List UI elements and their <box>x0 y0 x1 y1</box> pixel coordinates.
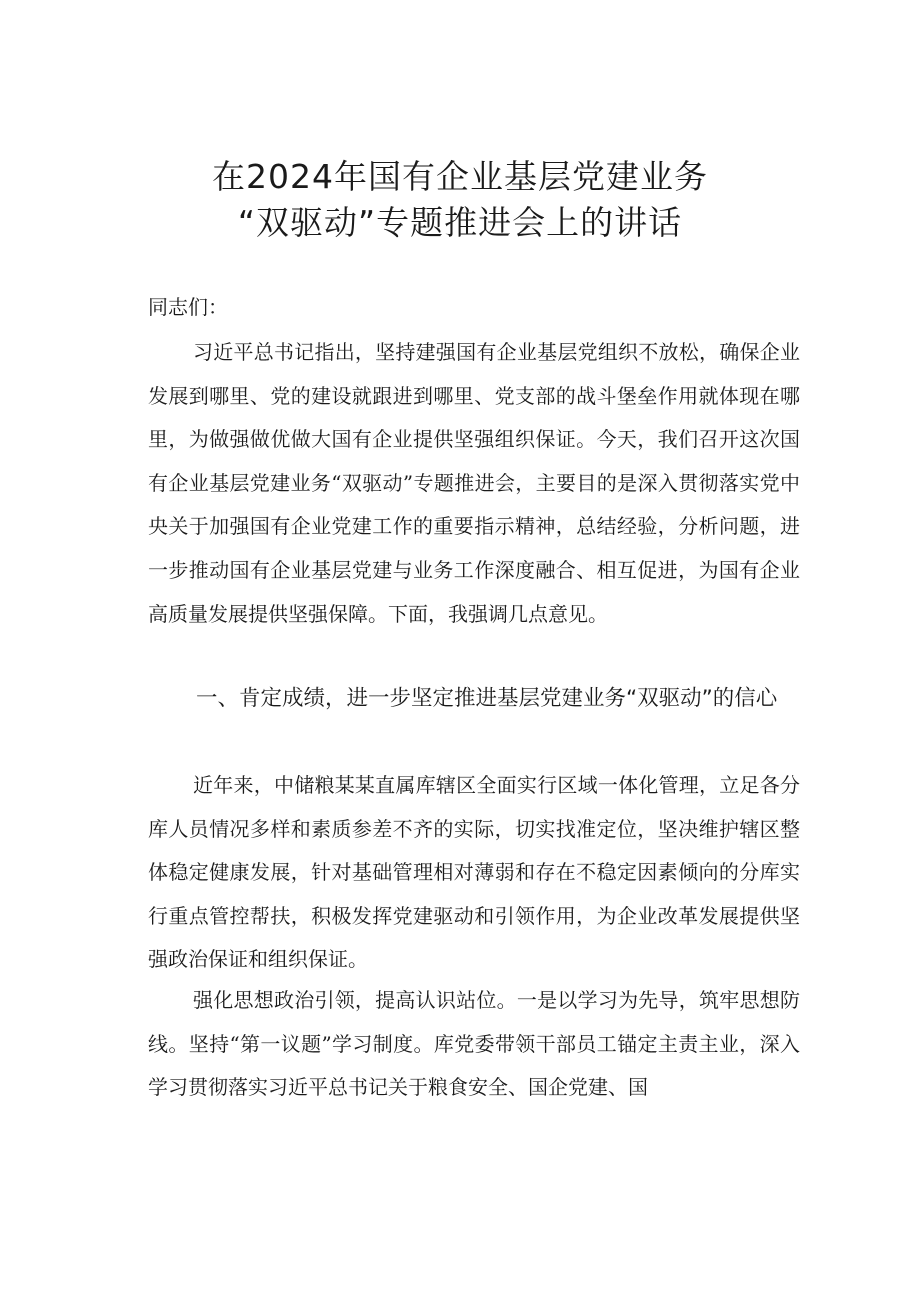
paragraph-achievements: 近年来，中储粮某某直属库辖区全面实行区域一体化管理，立足各分库人员情况多样和素质参差不齐的实际，切实找准定位，坚决维护辖区整体稳定健康发展，针对基础管理相对薄弱和存在不稳定因素倾向的分库实行重点管控帮扶，积极发挥党建驱动和引领作用，为企业改革发展提供坚强政治保证和组织保证。 <box>148 773 800 972</box>
paragraph-opening: 习近平总书记指出，坚持建强国有企业基层党组织不放松，确保企业发展到哪里、党的建设就跟进到哪里、党支部的战斗堡垒作用就体现在哪里，为做强做优做大国有企业提供坚强组织保证。今天，我们召开这次国有企业基层党建业务“双驱动”专题推进会，主要目的是深入贯彻落实党中央关于加强国有企业党建工作的重要指示精神，总结经验，分析问题，进一步推动国有企业基层党建与业务工作深度融合、相互促进，为国有企业高质量发展提供坚强保障。下面，我强调几点意见。 <box>148 340 800 626</box>
document-title-line-2: “双驱动”专题推进会上的讲话 <box>237 203 683 242</box>
section-heading-1: 一、肯定成绩，进一步坚定推进基层党建业务“双驱动”的信心 <box>196 686 778 711</box>
salutation: 同志们： <box>148 295 228 319</box>
paragraph-ideology: 强化思想政治引领，提高认识站位。一是以学习为先导，筑牢思想防线。坚持“第一议题”学习制度。库党委带领干部员工锚定主责主业，深入学习贯彻落实习近平总书记关于粮食安全、国企党建、国 <box>148 988 800 1100</box>
document-title-line-1: 在2024年国有企业基层党建业务 <box>212 157 708 196</box>
